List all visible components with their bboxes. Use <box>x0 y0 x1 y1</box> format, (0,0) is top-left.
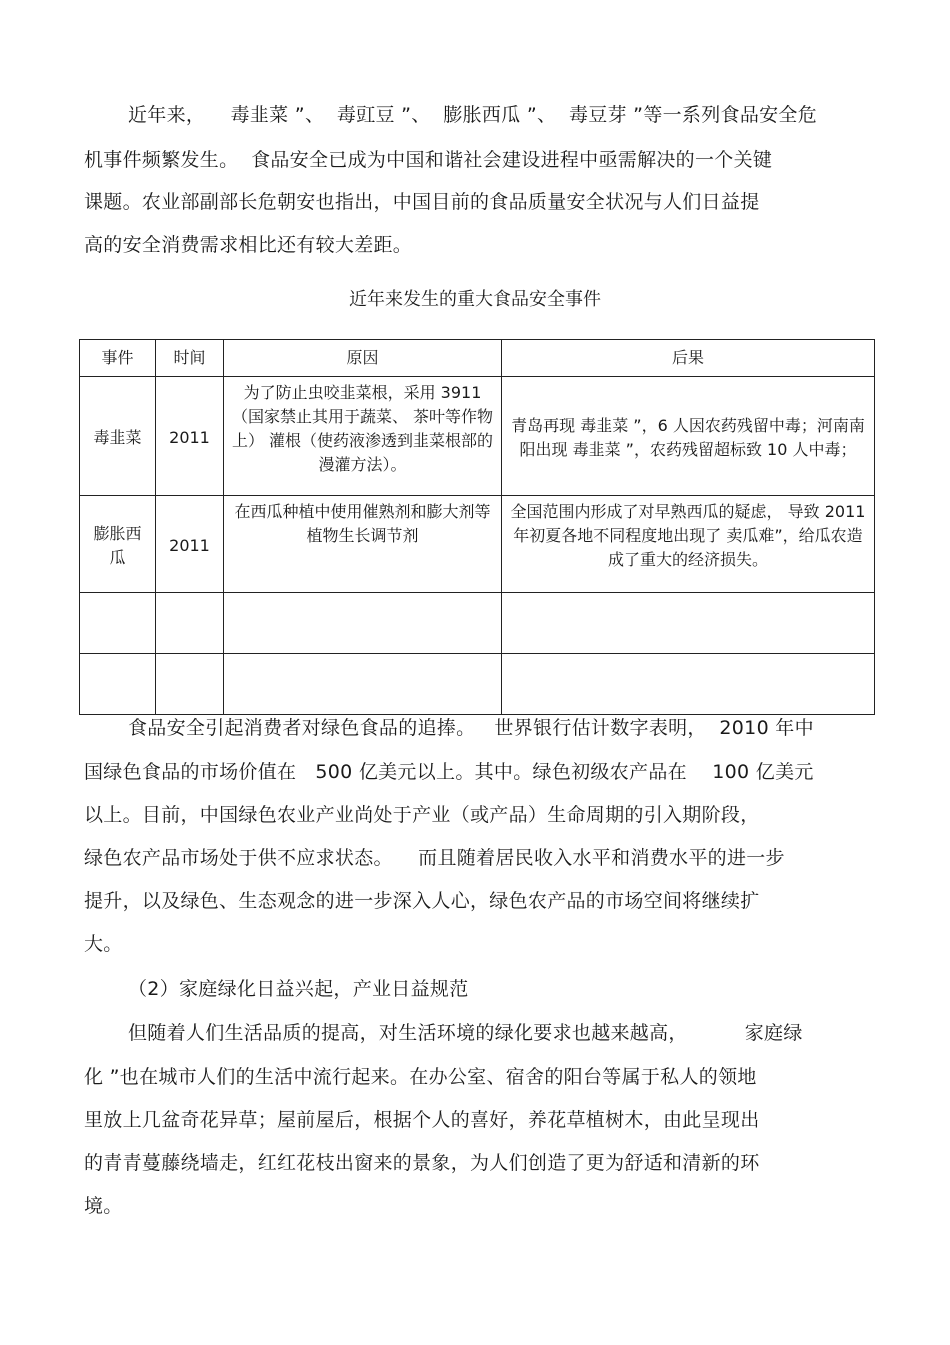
cell-event: 膨胀西瓜 <box>80 496 156 593</box>
paragraph-3-line-3: 里放上几盆奇花异草；屋前屋后，根据个人的喜好，养花草植树木，由此呈现出 <box>84 1109 760 1131</box>
cell-reason: 在西瓜种植中使用催熟剂和膨大剂等植物生长调节剂 <box>224 496 502 593</box>
paragraph-2-line-1: 食品安全引起消费者对绿色食品的追捧。 世界银行估计数字表明， 2010 年中 <box>128 717 814 739</box>
cell-event: 毒韭菜 <box>80 377 156 496</box>
table-row <box>80 593 875 654</box>
cell-result: 全国范围内形成了对早熟西瓜的疑虑， 导致 2011 年初夏各地不同程度地出现了 卖瓜难”，给瓜农造成了重大的经济损失。 <box>502 496 875 593</box>
cell-result <box>502 593 875 654</box>
cell-reason <box>224 593 502 654</box>
table-caption: 近年来发生的重大食品安全事件 <box>349 289 601 310</box>
paragraph-3-line-2: 化 ”也在城市人们的生活中流行起来。在办公室、宿舍的阳台等属于私人的领地 <box>84 1066 757 1088</box>
table-row <box>80 377 875 496</box>
header-reason: 原因 <box>224 340 502 377</box>
cell-year: 2011 <box>156 496 224 593</box>
paragraph-1-line-1: 近年来， 毒韭菜 ”、 毒豇豆 ”、 膨胀西瓜 ”、 毒豆芽 ”等一系列食品安全危 <box>128 104 818 126</box>
table-header-row <box>80 340 875 377</box>
paragraph-1-line-2: 机事件频繁发生。 食品安全已成为中国和谐社会建设进程中亟需解决的一个关键 <box>84 149 773 171</box>
paragraph-3-line-1: 但随着人们生活品质的提高，对生活环境的绿化要求也越来越高， 家庭绿 <box>128 1022 803 1044</box>
paragraph-2-line-2: 国绿色食品的市场价值在 500 亿美元以上。其中。绿色初级农产品在 100 亿美元 <box>84 761 814 783</box>
cell-result: 青岛再现 毒韭菜 ”，6 人因农药残留中毒；河南南阳出现 毒韭菜 ”，农药残留超标致 10 人中毒； <box>502 377 875 496</box>
header-event: 事件 <box>80 340 156 377</box>
cell-reason <box>224 654 502 715</box>
header-time: 时间 <box>156 340 224 377</box>
paragraph-3-line-5: 境。 <box>84 1195 123 1217</box>
cell-year: 2011 <box>156 377 224 496</box>
table-row <box>80 654 875 715</box>
cell-reason: 为了防止虫咬韭菜根，采用 3911（国家禁止其用于蔬菜、 茶叶等作物上） 灌根（使药液渗透到韭菜根部的漫灌方法）。 <box>224 377 502 496</box>
paragraph-1-line-3: 课题。农业部副部长危朝安也指出，中国目前的食品质量安全状况与人们日益提 <box>84 191 760 213</box>
paragraph-2-line-4: 绿色农产品市场处于供不应求状态。 而且随着居民收入水平和消费水平的进一步 <box>84 847 785 869</box>
table-row <box>80 496 875 593</box>
food-safety-events-table <box>79 339 875 715</box>
cell-year <box>156 593 224 654</box>
cell-result <box>502 654 875 715</box>
cell-year <box>156 654 224 715</box>
paragraph-2-line-6: 大。 <box>84 933 123 955</box>
paragraph-3-line-4: 的青青蔓藤绕墙走，红红花枝出窗来的景象，为人们创造了更为舒适和清新的环 <box>84 1152 760 1174</box>
header-result: 后果 <box>502 340 875 377</box>
cell-event <box>80 593 156 654</box>
paragraph-2-line-5: 提升，以及绿色、生态观念的进一步深入人心，绿色农产品的市场空间将继续扩 <box>84 890 760 912</box>
paragraph-1-line-4: 高的安全消费需求相比还有较大差距。 <box>84 234 413 256</box>
section-heading: （2）家庭绿化日益兴起，产业日益规范 <box>128 978 469 1000</box>
paragraph-2-line-3: 以上。目前，中国绿色农业产业尚处于产业（或产品）生命周期的引入期阶段， <box>84 804 760 826</box>
cell-event <box>80 654 156 715</box>
